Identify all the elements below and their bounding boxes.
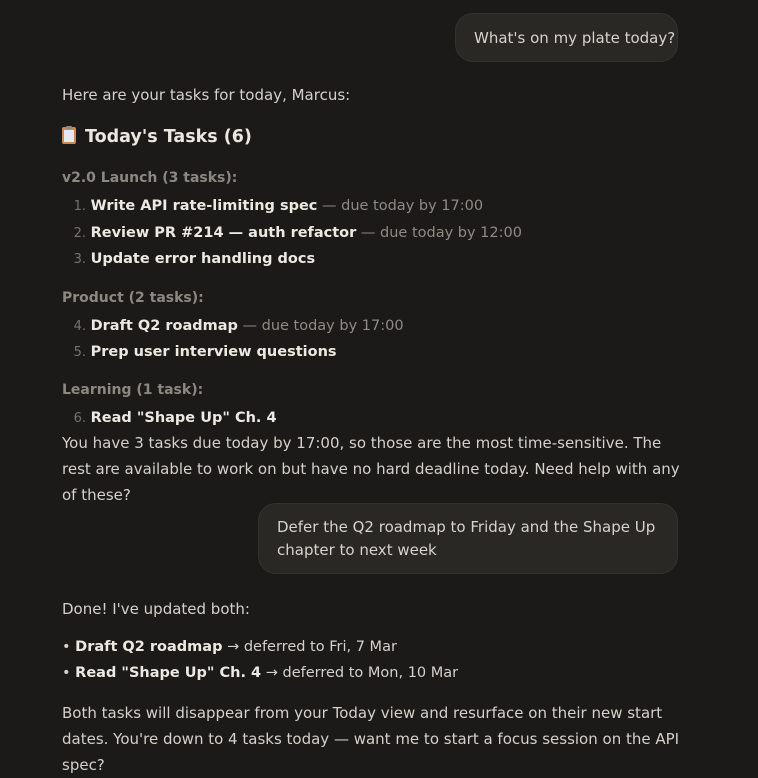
task-due: — due today by 17:00 [322,198,484,214]
task-title: Write API rate-limiting spec [90,198,318,214]
update-item [62,639,397,655]
update-item [62,665,458,681]
update-detail: deferred to Mon, 10 Mar [282,665,459,681]
task-number: 4. [73,319,86,334]
update-detail: deferred to Fri, 7 Mar [243,639,397,655]
arrow-icon: → [265,665,278,681]
task-item[interactable] [62,344,337,360]
task-item[interactable] [62,198,483,214]
assistant-summary: Both tasks will disappear from your Today view and resurface on their new start dates. You're down to 4 tasks today — want me to start a focus session on the API spec? [62,704,680,774]
tasks-heading [62,127,252,147]
task-due: — due today by 12:00 [360,225,522,241]
task-number: 2. [73,226,86,241]
user-message: Defer the Q2 roadmap to Friday and the Shape Up chapter to next week [258,503,678,574]
bullet: • [62,639,71,655]
task-due: — due today by 17:00 [242,318,404,334]
task-title: Draft Q2 roadmap [90,318,238,334]
task-number: 1. [73,199,86,214]
task-title: Prep user interview questions [90,344,337,360]
task-title: Update error handling docs [90,251,316,267]
user-message: What's on my plate today? [455,13,678,62]
group-label: Product (2 tasks): [62,290,204,306]
bullet: • [62,665,71,681]
assistant-summary: You have 3 tasks due today by 17:00, so those are the most time-sensitive. The rest are available to work on but have no hard deadline today. Need help with any of these? [62,434,680,504]
heading-text: Today's Tasks (6) [85,127,252,147]
task-number: 6. [73,411,86,426]
arrow-icon: → [227,639,240,655]
update-title: Read "Shape Up" Ch. 4 [75,665,262,681]
task-number: 3. [73,252,86,267]
task-item[interactable] [62,251,315,267]
task-item[interactable] [62,410,277,426]
task-number: 5. [73,345,86,360]
task-item[interactable] [62,318,404,334]
group-label: v2.0 Launch (3 tasks): [62,170,238,186]
task-title: Read "Shape Up" Ch. 4 [90,410,277,426]
task-title: Review PR #214 — auth refactor [90,225,357,241]
group-label: Learning (1 task): [62,382,204,398]
update-title: Draft Q2 roadmap [75,639,223,655]
task-item[interactable] [62,225,522,241]
assistant-intro: Here are your tasks for today, Marcus: [62,86,351,104]
clipboard-icon [62,127,76,144]
assistant-intro: Done! I've updated both: [62,600,250,618]
